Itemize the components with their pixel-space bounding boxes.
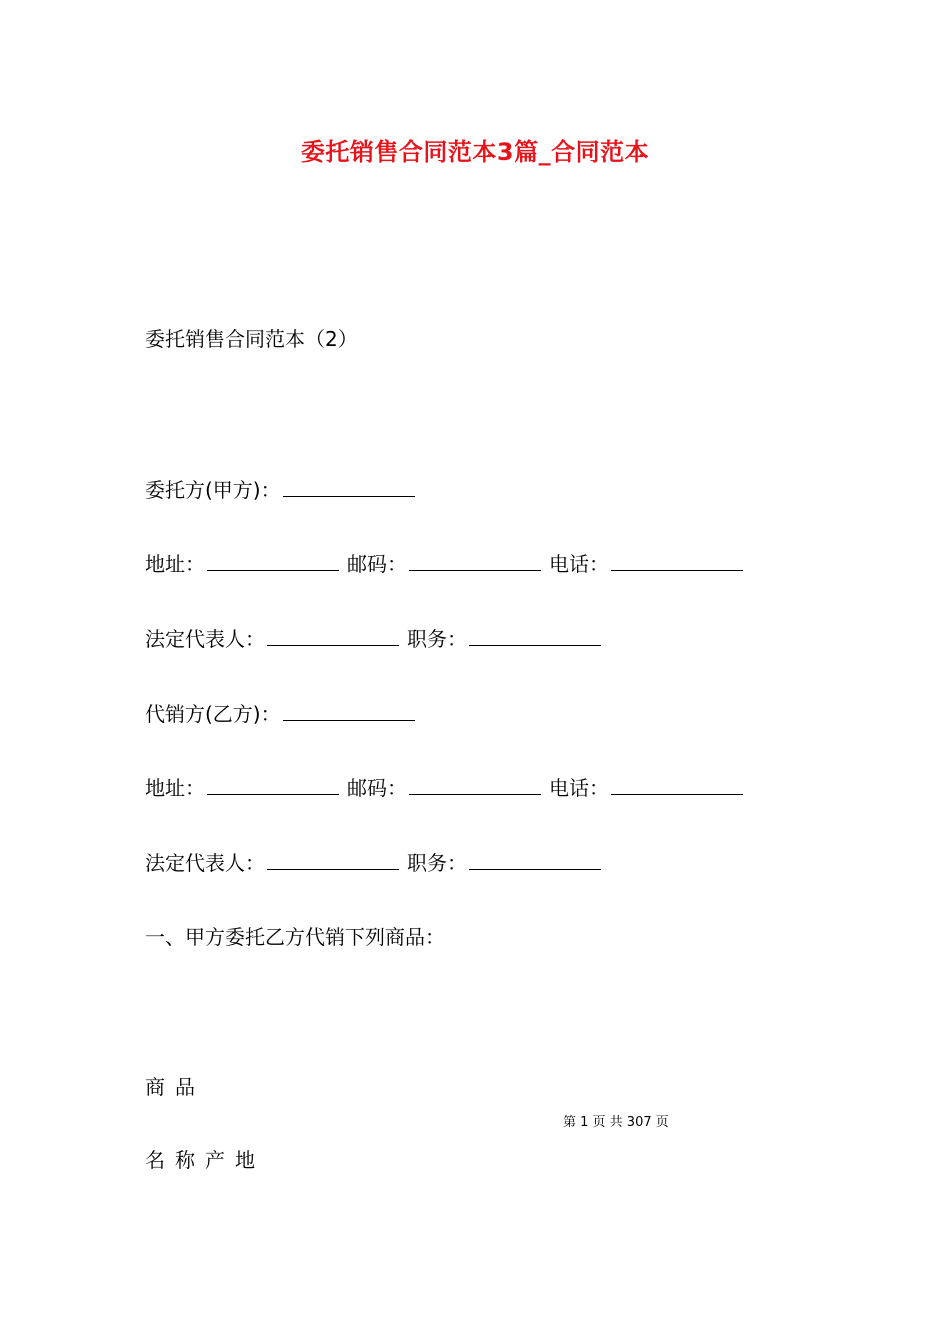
postcode-label: 邮码： (347, 552, 407, 576)
phone-blank (611, 774, 743, 795)
agent-label: 代销方(乙方)： (145, 702, 281, 726)
position-blank (469, 625, 601, 646)
address-blank (207, 774, 339, 795)
principal-line (145, 476, 423, 504)
principal-blank (283, 476, 415, 497)
section-subtitle: 委托销售合同范本（2） (145, 327, 358, 351)
postcode-label: 邮码： (347, 776, 407, 800)
table-header-name-origin: 名称产地 (145, 1148, 265, 1172)
table-header-goods: 商品 (145, 1075, 205, 1099)
postcode-blank (409, 550, 541, 571)
address-label: 地址： (145, 776, 205, 800)
phone-label: 电话： (549, 552, 609, 576)
legal-rep-label: 法定代表人： (145, 627, 265, 651)
principal-rep-line (145, 625, 609, 653)
postcode-blank (409, 774, 541, 795)
agent-line (145, 700, 423, 728)
page-footer: 第 1 页 共 307 页 (563, 1115, 669, 1130)
principal-address-line (145, 550, 751, 578)
phone-blank (611, 550, 743, 571)
principal-label: 委托方(甲方)： (145, 478, 281, 502)
phone-label: 电话： (549, 776, 609, 800)
legal-rep-blank (267, 625, 399, 646)
position-blank (469, 849, 601, 870)
clause-1: 一、甲方委托乙方代销下列商品： (145, 925, 445, 949)
agent-blank (283, 700, 415, 721)
address-label: 地址： (145, 552, 205, 576)
position-label: 职务： (407, 627, 467, 651)
address-blank (207, 550, 339, 571)
legal-rep-blank (267, 849, 399, 870)
document-title: 委托销售合同范本3篇_合同范本 (300, 138, 650, 166)
position-label: 职务： (407, 851, 467, 875)
legal-rep-label: 法定代表人： (145, 851, 265, 875)
agent-address-line (145, 774, 751, 802)
agent-rep-line (145, 849, 609, 877)
